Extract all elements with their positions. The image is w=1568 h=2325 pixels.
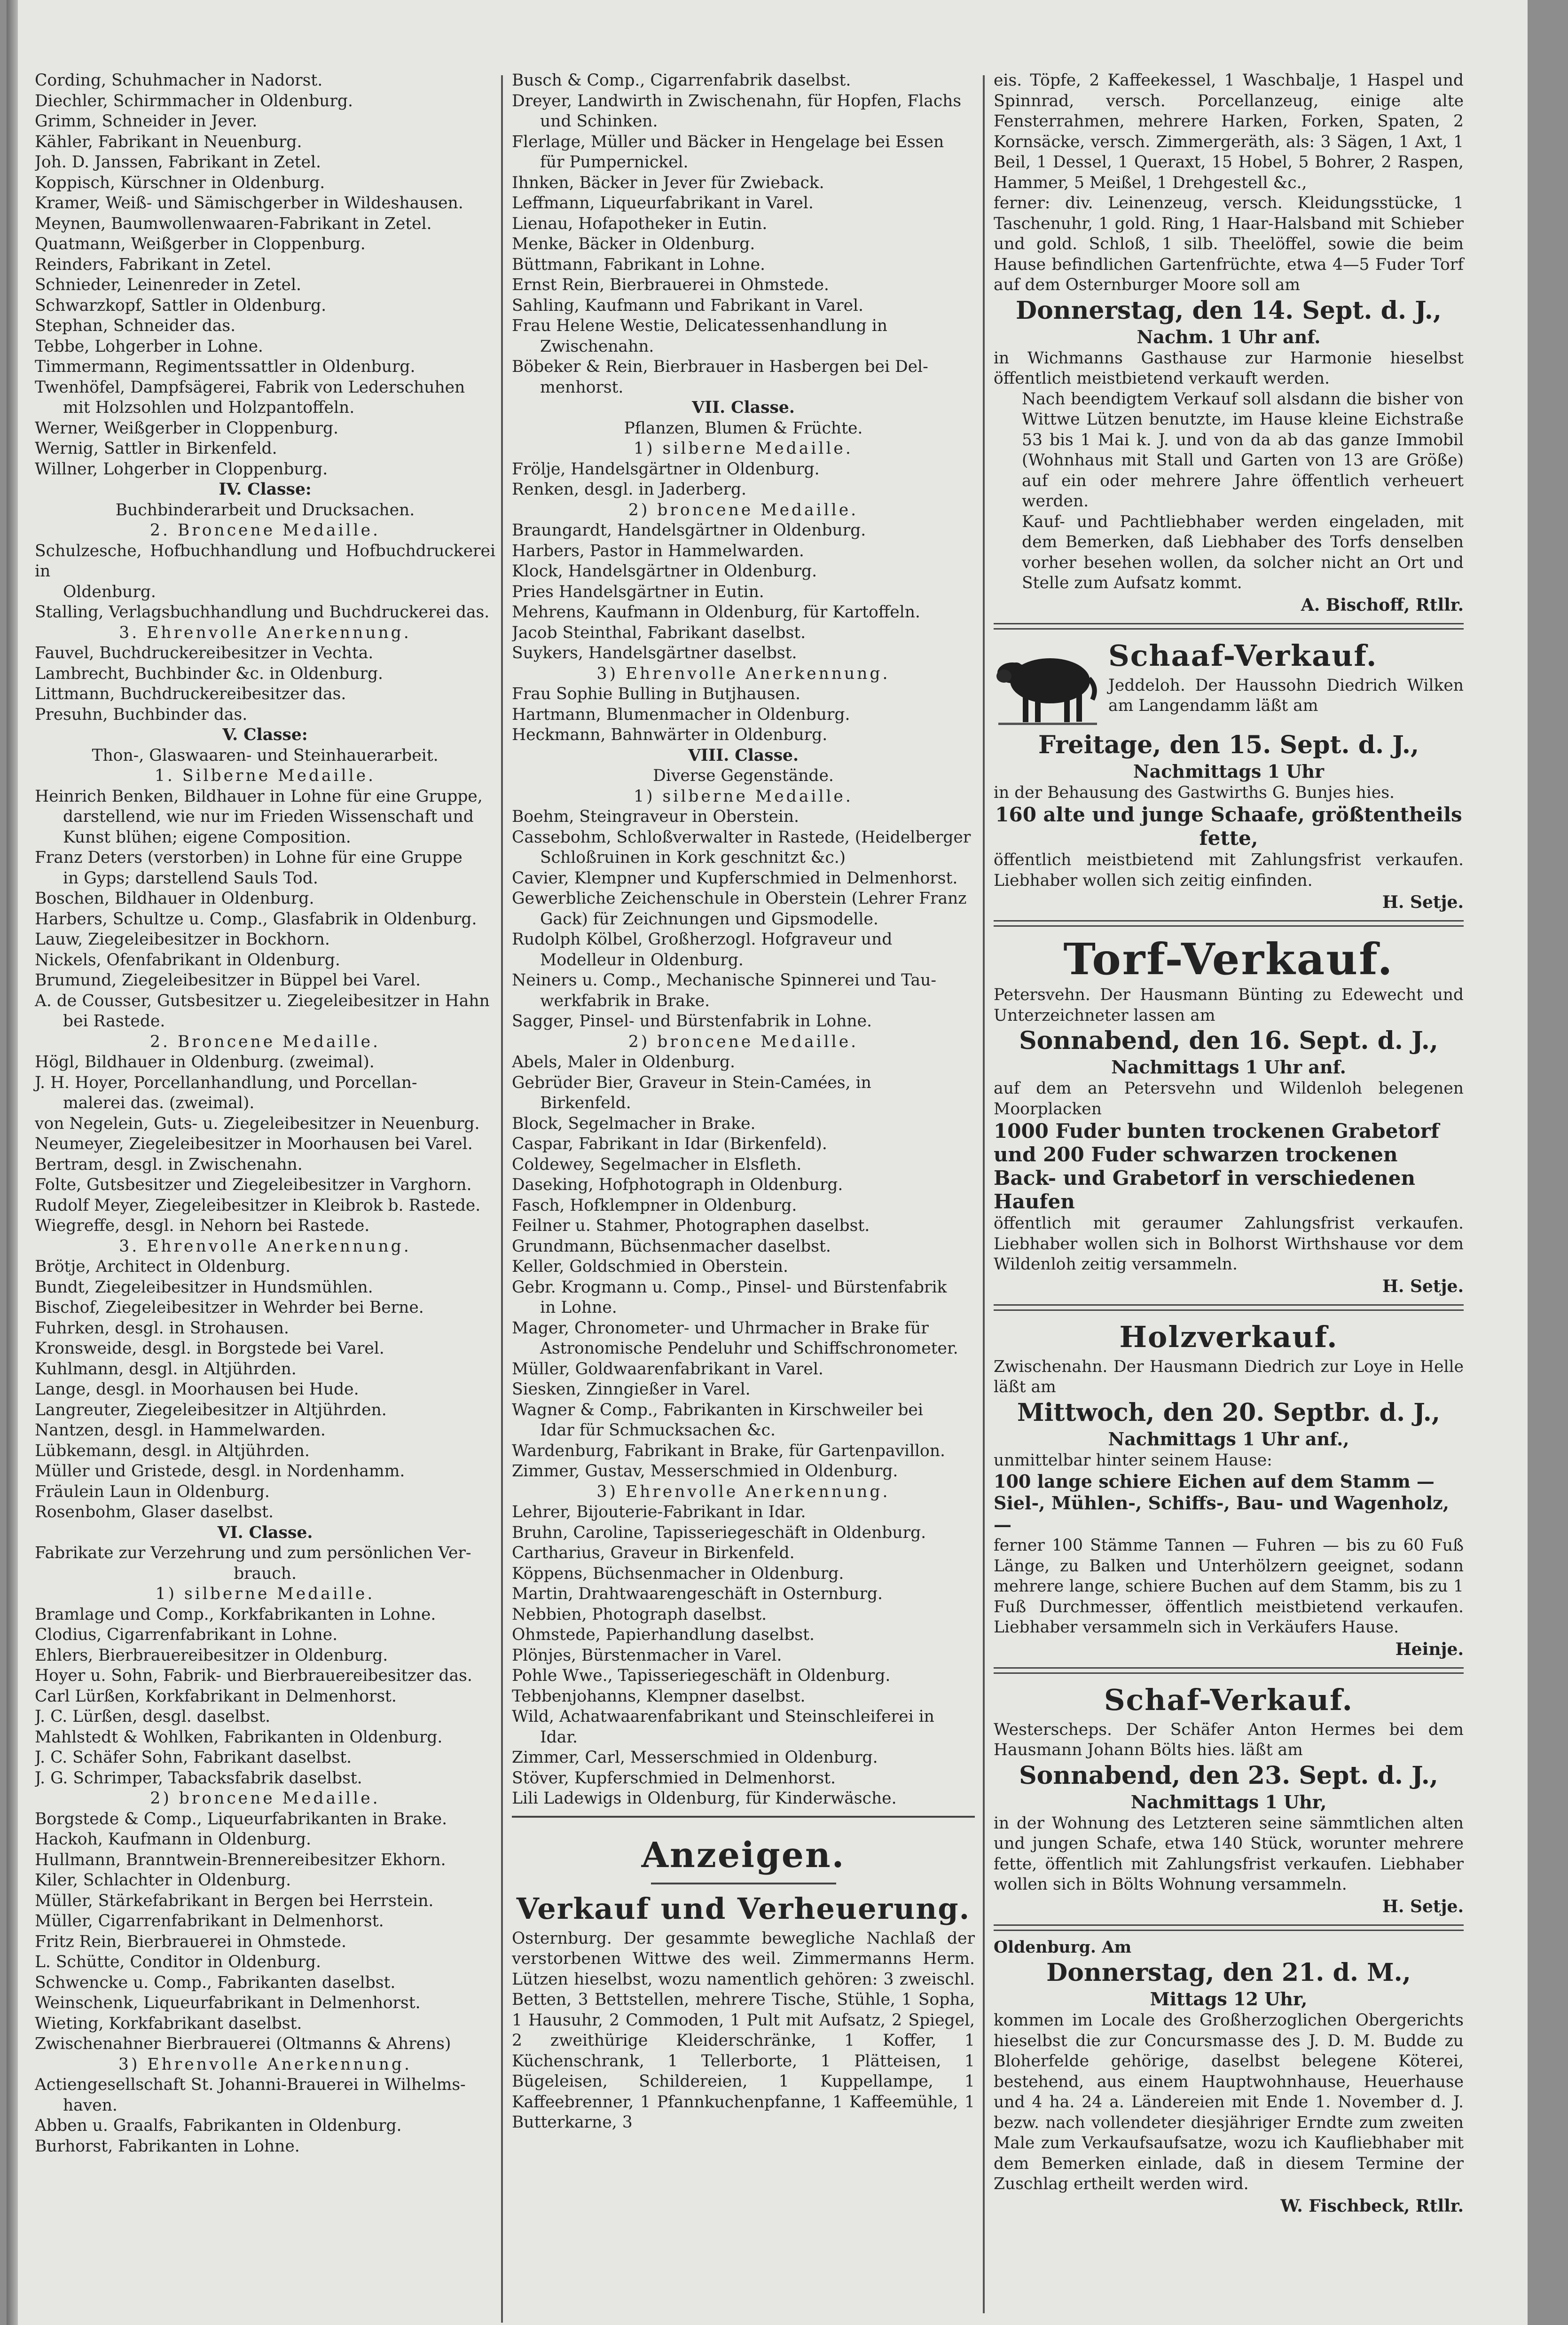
section-heading: V. Classe:: [222, 725, 308, 744]
list-entry: Cording, Schuhmacher in Nadorst.: [35, 71, 323, 90]
list-entry: Bertram, desgl. in Zwischenahn.: [35, 1155, 303, 1174]
list-entry: Abels, Maler in Oldenburg.: [512, 1053, 735, 1072]
list-entry: Lauw, Ziegeleibesitzer in Bockhorn.: [35, 930, 330, 949]
list-entry: Ihnken, Bäcker in Jever für Zwieback.: [512, 173, 824, 192]
list-entry: Martin, Drahtwaarengeschäft in Osternburg.: [512, 1584, 883, 1603]
list-entry: Nickels, Ofenfabrikant in Oldenburg.: [35, 950, 340, 969]
schaf-body: Westerscheps. Der Schäfer Anton Hermes bei dem Hausmann Johann Bölts hies. läßt am: [994, 1720, 1464, 1759]
ad-divider: [994, 1304, 1464, 1311]
signature-setje: H. Setje.: [1382, 892, 1464, 912]
ad-divider: [994, 623, 1464, 630]
list-entry: Lili Ladewigs in Oldenburg, für Kinderwäsche.: [512, 1789, 897, 1808]
schaaf-goods: 160 alte und junge Schaafe, größtentheils fette,: [995, 803, 1462, 850]
oldenburg-date: Donnerstag, den 21. d. M.,: [1046, 1958, 1411, 1987]
signature-setje: H. Setje.: [1382, 1276, 1464, 1296]
list-entry: haven.: [63, 2096, 118, 2115]
torf-date: Sonnabend, den 16. Sept. d. J.,: [1019, 1026, 1438, 1055]
list-entry: Hoyer u. Sohn, Fabrik- und Bierbrauereibesitzer das.: [35, 1666, 472, 1685]
list-entry: Actiengesellschaft St. Johanni-Brauerei in Wilhelms-: [35, 2075, 466, 2094]
list-entry: Mahlstedt & Wohlken, Fabrikanten in Oldenburg.: [35, 1727, 443, 1747]
list-entry: Zimmer, Carl, Messerschmied in Oldenburg.: [512, 1748, 878, 1767]
list-entry: Folte, Gutsbesitzer und Ziegeleibesitzer in Varghorn.: [35, 1175, 472, 1194]
ad-divider: [994, 1924, 1464, 1931]
list-entry: Zimmer, Gustav, Messerschmied in Oldenburg.: [512, 1462, 898, 1481]
section-heading: 3. Ehrenvolle Anerkennung.: [119, 1237, 411, 1256]
list-entry: Hullmann, Branntwein-Brennereibesitzer Ekhorn.: [35, 1850, 446, 1869]
list-entry: Harbers, Schultze u. Comp., Glasfabrik in Oldenburg.: [35, 909, 477, 929]
column-divider: [983, 75, 985, 2313]
oldenburg-body: kommen im Locale des Großherzoglichen Obergerichts hieselbst die zur Concursmasse des J. D. M. Budde zu Bloherfelde gehörige, daselbst belegene Köterei, bestehend, aus einem Hauptwohnhause, Heuerhause und 4 ha. 24 a. Ländereien mit Ende 1. November d. J. bezw. nach vollendeter diesjähriger Erndte zum zweiten Male zum Verkaufsaufsatze, wozu ich Kaufliebhaber mit dem Bemerken einlade, daß in diesem Termine der Zuschlag ertheilt werden wird.: [994, 2011, 1464, 2193]
column-1-award-list: [35, 71, 495, 2157]
list-entry: Hackoh, Kaufmann in Oldenburg.: [35, 1830, 311, 1849]
ad-divider: [994, 920, 1464, 927]
list-entry: werkfabrik in Brake.: [540, 991, 710, 1010]
list-entry: Büttmann, Fabrikant in Lohne.: [512, 255, 765, 274]
sheep-icon: [994, 636, 1102, 730]
list-entry: Wernig, Sattler in Birkenfeld.: [35, 439, 277, 458]
list-entry: Fabrikate zur Verzehrung und zum persönlichen Ver-: [35, 1544, 471, 1562]
list-entry: Kramer, Weiß- und Sämischgerber in Wildeshausen.: [35, 194, 463, 213]
list-entry: Pohle Wwe., Tapisseriegeschäft in Oldenburg.: [512, 1666, 891, 1685]
list-entry: Franz Deters (verstorben) in Lohne für eine Gruppe: [35, 848, 463, 867]
section-heading: 3) Ehrenvolle Anerkennung.: [596, 664, 890, 683]
list-entry: Nebbien, Photograph daselbst.: [512, 1605, 767, 1624]
list-entry: Nantzen, desgl. in Hammelwarden.: [35, 1421, 326, 1440]
list-entry: in Gyps; darstellend Sauls Tod.: [63, 868, 318, 888]
list-entry: Flerlage, Müller und Bäcker in Hengelage bei Essen: [512, 132, 944, 151]
list-entry: Frau Sophie Bulling in Butjhausen.: [512, 685, 800, 703]
signature-heinje: Heinje.: [1395, 1639, 1464, 1659]
list-entry: Cartharius, Graveur in Birkenfeld.: [512, 1544, 795, 1562]
list-entry: J. H. Hoyer, Porcellanhandlung, und Porcellan-: [35, 1073, 417, 1092]
signature-bischoff: A. Bischoff, Rtllr.: [1301, 595, 1464, 615]
torf-body-3: öffentlich mit geraumer Zahlungsfrist verkaufen. Liebhaber wollen sich in Bolhorst Wirthshause vor dem Wildenloh zeitig versammeln.: [994, 1214, 1464, 1274]
list-entry: Schnieder, Leinenreder in Zetel.: [35, 276, 301, 294]
list-entry: J. C. Schäfer Sohn, Fabrikant daselbst.: [35, 1748, 352, 1767]
list-entry: Kunst blühen; eigene Composition.: [63, 828, 351, 847]
list-entry: Reinders, Fabrikant in Zetel.: [35, 255, 272, 274]
list-entry: Böbeker & Rein, Bierbrauer in Hasbergen bei Del-: [512, 357, 928, 376]
list-entry: Wardenburg, Fabrikant in Brake, für Gartenpavillon.: [512, 1441, 946, 1460]
list-entry: Kähler, Fabrikant in Neuenburg.: [35, 132, 302, 151]
holz-body-3: ferner 100 Stämme Tannen — Fuhren — bis zu 60 Fuß Länge, zu Balken und Unterhölzern geeignet, sodann mehrere lange, schiere Buchen auf dem Stamm, bis zu 1 Fuß Durchmesser, öffentlich meistbietend verkaufen. Liebhaber versammeln sich in Verkäufers Hause.: [994, 1536, 1464, 1637]
short-rule: [651, 1883, 836, 1884]
list-entry: Frau Helene Westie, Delicatessenhandlung in: [512, 316, 887, 335]
list-entry: Bundt, Ziegeleibesitzer in Hundsmühlen.: [35, 1277, 373, 1297]
signature-setje: H. Setje.: [1382, 1896, 1464, 1916]
list-entry: Block, Segelmacher in Brake.: [512, 1114, 756, 1133]
list-entry: Neiners u. Comp., Mechanische Spinnerei und Tau-: [512, 971, 936, 990]
list-entry: Diechler, Schirmmacher in Oldenburg.: [35, 91, 353, 110]
section-heading: Pflanzen, Blumen & Früchte.: [624, 418, 863, 438]
ad-divider: [994, 1667, 1464, 1674]
list-entry: Menke, Bäcker in Oldenburg.: [512, 235, 755, 253]
list-entry: Quatmann, Weißgerber in Cloppenburg.: [35, 235, 366, 253]
list-entry: Braungardt, Handelsgärtner in Oldenburg.: [512, 521, 866, 540]
list-entry: Willner, Lohgerber in Cloppenburg.: [35, 459, 328, 479]
list-entry: J. C. Lürßen, desgl. daselbst.: [35, 1707, 271, 1726]
column-3-advertisements: [994, 71, 1464, 2217]
lutzen-continuation-2: ferner: div. Leinenzeug, versch. Kleidungsstücke, 1 Taschenuhr, 1 gold. Ring, 1 Haar-Halsband mit Schieber und gold. Schloß, 1 silb. Theelöffel, sowie die beim Hause befindlichen Gartenfrüchte, etwa 4—5 Fuder Torf auf dem Osternburger Moore soll am: [994, 194, 1464, 294]
section-heading: VI. Classe.: [217, 1523, 313, 1542]
section-heading: 2. Broncene Medaille.: [150, 1032, 380, 1051]
list-entry: Daseking, Hofphotograph in Oldenburg.: [512, 1175, 843, 1194]
list-entry: Lehrer, Bijouterie-Fabrikant in Idar.: [512, 1503, 806, 1521]
list-entry: Fuhrken, desgl. in Strohausen.: [35, 1318, 289, 1338]
list-entry: Cavier, Klempner und Kupferschmied in Delmenhorst.: [512, 868, 958, 888]
list-entry: menhorst.: [540, 378, 624, 397]
list-entry: Littmann, Buchdruckereibesitzer das.: [35, 685, 346, 703]
oldenburg-head: Oldenburg. Am: [994, 1938, 1132, 1957]
list-entry: Kronsweide, desgl. in Borgstede bei Varel.: [35, 1339, 384, 1358]
holz-date: Mittwoch, den 20. Septbr. d. J.,: [1017, 1398, 1440, 1427]
list-entry: Plönjes, Bürstenmacher in Varel.: [512, 1646, 782, 1665]
list-entry: Meynen, Baumwollenwaaren-Fabrikant in Zetel.: [35, 214, 432, 233]
list-entry: Heinrich Benken, Bildhauer in Lohne für eine Gruppe,: [35, 787, 483, 806]
section-heading: 2. Broncene Medaille.: [150, 521, 380, 540]
list-entry: Busch & Comp., Cigarrenfabrik daselbst.: [512, 71, 851, 90]
schaaf-body-3: öffentlich meistbietend mit Zahlungsfrist verkaufen. Liebhaber wollen sich zeitig einfinden.: [994, 851, 1464, 890]
list-entry: Renken, desgl. in Jaderberg.: [512, 480, 747, 499]
section-heading: 1) silberne Medaille.: [634, 439, 853, 458]
holz-body: Zwischenahn. Der Hausmann Diedrich zur Loye in Helle läßt am: [994, 1357, 1464, 1396]
list-entry: Müller und Gristede, desgl. in Nordenhamm.: [35, 1462, 405, 1481]
list-entry: Schulzesche, Hofbuchhandlung und Hofbuchdruckerei in: [35, 541, 495, 581]
list-entry: malerei das. (zweimal).: [63, 1094, 255, 1112]
list-entry: Grundmann, Büchsenmacher daselbst.: [512, 1237, 831, 1256]
section-heading: 3) Ehrenvolle Anerkennung.: [118, 2055, 412, 2074]
list-entry: Dreyer, Landwirth in Zwischenahn, für Hopfen, Flachs: [512, 91, 962, 110]
list-entry: Wagner & Comp., Fabrikanten in Kirschweiler bei: [512, 1400, 923, 1419]
section-heading: VII. Classe.: [692, 398, 795, 417]
list-entry: Borgstede & Comp., Liqueurfabrikanten in Brake.: [35, 1809, 447, 1828]
list-entry: Clodius, Cigarrenfabrikant in Lohne.: [35, 1625, 338, 1644]
list-entry: Leffmann, Liqueurfabrikant in Varel.: [512, 194, 814, 213]
list-entry: bei Rastede.: [63, 1012, 165, 1031]
section-heading: Diverse Gegenstände.: [653, 766, 834, 785]
list-entry: Werner, Weißgerber in Cloppenburg.: [35, 418, 338, 438]
list-entry: Rudolph Kölbel, Großherzogl. Hofgraveur und: [512, 930, 893, 949]
page-gutter: [7, 0, 18, 2325]
list-entry: Abben u. Graalfs, Fabrikanten in Oldenburg.: [35, 2116, 402, 2135]
list-entry: Weinschenk, Liqueurfabrikant in Delmenhorst.: [35, 1994, 421, 2012]
list-entry: Feilner u. Stahmer, Photographen daselbst.: [512, 1216, 870, 1235]
verkauf-title: Verkauf und Verheuerung.: [516, 1891, 971, 1926]
list-entry: Boehm, Steingraveur in Oberstein.: [512, 807, 800, 826]
list-entry: Frölje, Handelsgärtner in Oldenburg.: [512, 459, 820, 479]
column-2: [512, 71, 975, 2133]
list-entry: Boschen, Bildhauer in Oldenburg.: [35, 889, 314, 908]
list-entry: Köppens, Büchsenmacher in Oldenburg.: [512, 1564, 844, 1583]
list-entry: Hartmann, Blumenmacher in Oldenburg.: [512, 705, 850, 724]
list-entry: Zwischenahn.: [540, 337, 654, 356]
list-entry: Wieting, Korkfabrikant daselbst.: [35, 2014, 302, 2033]
lutzen-continuation: eis. Töpfe, 2 Kaffeekessel, 1 Waschbalje, 1 Haspel und Spinnrad, versch. Porcellanzeug, einige alte Fensterrahmen, mehrere Harken, Forken, Spaten, 2 Kornsäcke, versch. Zimmergeräth, als: 3 Sägen, 1 Axt, 1 Beil, 1 Dessel, 1 Queraxt, 15 Hobel, 5 Bohrer, 2 Raspen, Hammer, 5 Meißel, 1 Drehgestell &c.,: [994, 71, 1464, 192]
torf-body-2: auf dem an Petersvehn und Wildenloh belegenen Moorplacken: [994, 1079, 1464, 1119]
list-entry: Wild, Achatwaarenfabrikant und Steinschleiferei in: [512, 1707, 934, 1726]
column-2-award-list: [512, 71, 975, 1809]
auction-location: in Wichmanns Gasthause zur Harmonie hieselbst öffentlich meistbietend verkauft werden.: [994, 348, 1464, 388]
schaaf-body-2: in der Behausung des Gastwirths G. Bunjes hies.: [994, 783, 1395, 802]
schaf-date: Sonnabend, den 23. Sept. d. J.,: [1019, 1761, 1438, 1790]
section-heading: 1) silberne Medaille.: [634, 787, 853, 806]
list-entry: Carl Lürßen, Korkfabrikant in Delmenhorst.: [35, 1687, 397, 1706]
list-entry: Sahling, Kaufmann und Fabrikant in Varel.: [512, 296, 863, 315]
list-entry: Presuhn, Buchbinder das.: [35, 705, 248, 724]
list-entry: Suykers, Handelsgärtner daselbst.: [512, 644, 797, 662]
section-heading: Thon-, Glaswaaren- und Steinhauerarbeit.: [92, 746, 439, 765]
list-entry: Kuhlmann, desgl. in Altjührden.: [35, 1359, 297, 1379]
list-entry: Schwarzkopf, Sattler in Oldenburg.: [35, 296, 327, 315]
list-entry: Caspar, Fabrikant in Idar (Birkenfeld).: [512, 1135, 827, 1153]
list-entry: Tebbenjohanns, Klempner daselbst.: [512, 1687, 806, 1706]
torf-goods: 1000 Fuder bunten trockenen Grabetorf und 200 Fuder schwarzen trockenen Back- und Grabetorf in verschiedenen Haufen: [994, 1119, 1439, 1213]
list-entry: Fauvel, Buchdruckereibesitzer in Vechta.: [35, 644, 374, 662]
holz-time: Nachmittags 1 Uhr anf.,: [1108, 1428, 1349, 1450]
list-entry: Gewerbliche Zeichenschule in Oberstein (Lehrer Franz: [512, 889, 967, 908]
list-entry: Gack) für Zeichnungen und Gipsmodelle.: [540, 909, 878, 929]
verkauf-body: Osternburg. Der gesammte bewegliche Nachlaß der verstorbenen Wittwe des weil. Zimmermanns Herm. Lützen hieselbst, wozu namentlich gehören: 3 zweischl. Betten, 3 Bettstellen, mehrere Tische, Stühle, 1 Sopha, 1 Hausuhr, 2 Commoden, 1 Pult mit Aufsatz, 2 Spiegel, 2 zweithürige Kleiderschränke, 1 Koffer, 1 Küchenschrank, 1 Tellerborte, 1 Plätteisen, 1 Bügeleisen, Schildereien, 1 Kuppellampe, 1 Kaffeebrenner, 1 Pfannkuchenpfanne, 1 Kaffeemühle, 1 Butterkarne, 3: [512, 1929, 975, 2132]
list-entry: Lienau, Hofapotheker in Eutin.: [512, 214, 768, 233]
section-heading: 3) Ehrenvolle Anerkennung.: [596, 1482, 890, 1501]
list-entry: und Schinken.: [540, 112, 658, 131]
list-entry: Pries Handelsgärtner in Eutin.: [512, 582, 764, 601]
torf-body: Petersvehn. Der Hausmann Bünting zu Edewecht und Unterzeichneter lassen am: [994, 985, 1464, 1025]
list-entry: Astronomische Pendeluhr und Schiffschronometer.: [540, 1339, 958, 1358]
list-entry: Keller, Goldschmied in Oberstein.: [512, 1257, 788, 1276]
list-entry: Rudolf Meyer, Ziegeleibesitzer in Kleibrok b. Rastede.: [35, 1196, 481, 1215]
list-entry: Timmermann, Regimentssattler in Oldenburg.: [35, 357, 416, 376]
list-entry: Schwencke u. Comp., Fabrikanten daselbst.: [35, 1973, 396, 1992]
list-entry: J. G. Schrimper, Tabacksfabrik daselbst.: [35, 1768, 362, 1788]
list-entry: Bischof, Ziegeleibesitzer in Wehrder bei Berne.: [35, 1298, 424, 1317]
list-entry: Gebrüder Bier, Graveur in Stein-Camées, in: [512, 1073, 871, 1092]
list-entry: Burhorst, Fabrikanten in Lohne.: [35, 2136, 300, 2156]
list-entry: von Negelein, Guts- u. Ziegeleibesitzer in Neuenburg.: [35, 1114, 480, 1133]
list-entry: Lübkemann, desgl. in Altjührden.: [35, 1441, 310, 1460]
list-entry: Mehrens, Kaufmann in Oldenburg, für Kartoffeln.: [512, 603, 920, 622]
list-entry: Müller, Goldwaarenfabrikant in Varel.: [512, 1359, 823, 1379]
list-entry: L. Schütte, Conditor in Oldenburg.: [35, 1953, 321, 1971]
list-entry: Idar.: [540, 1727, 578, 1747]
oldenburg-time: Mittags 12 Uhr,: [1150, 1988, 1308, 2010]
list-entry: Lambrecht, Buchbinder &c. in Oldenburg.: [35, 664, 384, 683]
list-entry: Wiegreffe, desgl. in Nehorn bei Rastede.: [35, 1216, 370, 1235]
section-heading: VIII. Classe.: [688, 746, 799, 765]
list-entry: Neumeyer, Ziegeleibesitzer in Moorhausen bei Varel.: [35, 1135, 473, 1153]
list-entry: Cassebohm, Schloßverwalter in Rastede, (Heidelberger: [512, 828, 971, 847]
list-entry: Stalling, Verlagsbuchhandlung und Buchdruckerei das.: [35, 603, 490, 622]
list-entry: Mager, Chronometer- und Uhrmacher in Brake für: [512, 1318, 929, 1338]
section-heading: brauch.: [234, 1564, 297, 1583]
list-entry: Jacob Steinthal, Fabrikant daselbst.: [512, 623, 806, 642]
list-entry: Ernst Rein, Bierbrauerei in Ohmstede.: [512, 276, 829, 294]
list-entry: Högl, Bildhauer in Oldenburg. (zweimal).: [35, 1053, 375, 1072]
list-entry: Müller, Stärkefabrikant in Bergen bei Herrstein.: [35, 1891, 434, 1910]
list-entry: Rosenbohm, Glaser daselbst.: [35, 1503, 274, 1521]
list-entry: Heckmann, Bahnwärter in Oldenburg.: [512, 725, 828, 744]
schaf-body-2: in der Wohnung des Letzteren seine sämmtlichen alten und jungen Schafe, etwa 140 Stück, worunter mehrere fette, öffentlich mit Zahlungsfrist verkaufen. Liebhaber wollen sich in Bölts Wohnung versammeln.: [994, 1813, 1464, 1894]
list-entry: Siesken, Zinngießer in Varel.: [512, 1380, 751, 1399]
holzverkauf-title: Holzverkauf.: [1119, 1319, 1338, 1354]
section-heading: 1. Silberne Medaille.: [154, 766, 376, 785]
sheep-ad: [994, 636, 1464, 730]
anzeigen-heading: Anzeigen.: [641, 1835, 846, 1876]
list-entry: Birkenfeld.: [540, 1094, 631, 1112]
list-entry: Joh. D. Janssen, Fabrikant in Zetel.: [35, 153, 321, 172]
list-entry: Oldenburg.: [63, 582, 156, 601]
schaaf-date: Freitage, den 15. Sept. d. J.,: [1038, 730, 1419, 759]
list-entry: Ehlers, Bierbrauereibesitzer in Oldenburg.: [35, 1646, 388, 1665]
signature-fischbeck: W. Fischbeck, Rtllr.: [1280, 2196, 1464, 2216]
list-entry: in Lohne.: [540, 1298, 617, 1317]
schaf-verkauf-title: Schaf-Verkauf.: [1104, 1682, 1354, 1717]
list-entry: Fasch, Hofklempner in Oldenburg.: [512, 1196, 797, 1215]
torf-verkauf-title: Torf-Verkauf.: [1063, 934, 1394, 985]
schaf-time: Nachmittags 1 Uhr,: [1130, 1791, 1327, 1813]
section-heading: 2) broncene Medaille.: [628, 500, 859, 520]
section-heading: 3. Ehrenvolle Anerkennung.: [119, 623, 411, 642]
list-entry: Müller, Cigarrenfabrikant in Delmenhorst.: [35, 1912, 384, 1931]
list-entry: Langreuter, Ziegeleibesitzer in Altjührden.: [35, 1400, 387, 1419]
list-entry: Fritz Rein, Bierbrauerei in Ohmstede.: [35, 1932, 346, 1951]
list-entry: A. de Cousser, Gutsbesitzer u. Ziegeleibesitzer in Hahn: [35, 991, 490, 1010]
list-entry: Stephan, Schneider das.: [35, 316, 236, 335]
list-entry: Stöver, Kupferschmied in Delmenhorst.: [512, 1768, 836, 1788]
torf-time: Nachmittags 1 Uhr anf.: [1111, 1056, 1346, 1078]
section-heading: Buchbinderarbeit und Drucksachen.: [115, 500, 415, 520]
list-entry: Tebbe, Lohgerber in Lohne.: [35, 337, 263, 356]
list-entry: Twenhöfel, Dampfsägerei, Fabrik von Lederschuhen: [35, 378, 465, 397]
list-entry: für Pumpernickel.: [540, 153, 689, 172]
auction-time: Nachm. 1 Uhr anf.: [1137, 326, 1321, 347]
holz-body-2: unmittelbar hinter seinem Hause:: [994, 1450, 1272, 1470]
schaaf-verkauf-title: Schaaf-Verkauf.: [1108, 638, 1378, 673]
list-entry: Bramlage und Comp., Korkfabrikanten in Lohne.: [35, 1605, 436, 1624]
section-rule: [512, 1816, 975, 1818]
list-entry: Kiler, Schlachter in Oldenburg.: [35, 1871, 291, 1890]
list-entry: Brötje, Architect in Oldenburg.: [35, 1257, 291, 1276]
list-entry: Modelleur in Oldenburg.: [540, 950, 744, 969]
list-entry: Idar für Schmucksachen &c.: [540, 1421, 776, 1440]
section-heading: 1) silberne Medaille.: [155, 1584, 375, 1603]
section-heading: 2) broncene Medaille.: [150, 1789, 380, 1808]
list-entry: Grimm, Schneider in Jever.: [35, 112, 258, 131]
invitation-paragraph: Kauf- und Pachtliebhaber werden eingeladen, mit dem Bemerken, daß Liebhaber des Torfs denselben vorher besehen wollen, da solcher nicht an Ort und Stelle zum Aufsatz kommt.: [1022, 512, 1464, 592]
list-entry: Zwischenahner Bierbrauerei (Oltmanns & Ahrens): [35, 2034, 451, 2053]
list-entry: Ohmstede, Papierhandlung daselbst.: [512, 1625, 815, 1644]
list-entry: Lange, desgl. in Moorhausen bei Hude.: [35, 1380, 359, 1399]
list-entry: Koppisch, Kürschner in Oldenburg.: [35, 173, 325, 192]
list-entry: mit Holzsohlen und Holzpantoffeln.: [63, 398, 355, 417]
section-heading: IV. Classe:: [219, 480, 312, 499]
list-entry: Harbers, Pastor in Hammelwarden.: [512, 541, 804, 560]
schaaf-body: Jeddeloh. Der Haussohn Diedrich Wilken am Langendamm läßt am: [1108, 676, 1464, 715]
list-entry: Bruhn, Caroline, Tapisseriegeschäft in Oldenburg.: [512, 1523, 926, 1542]
list-entry: Klock, Handelsgärtner in Oldenburg.: [512, 562, 817, 581]
list-entry: Coldewey, Segelmacher in Elsfleth.: [512, 1155, 802, 1174]
holz-goods: 100 lange schiere Eichen auf dem Stamm — Siel-, Mühlen-, Schiffs-, Bau- und Wagenholz, —: [994, 1471, 1449, 1535]
list-entry: darstellend, wie nur im Frieden Wissenschaft und: [63, 807, 474, 826]
auction-date: Donnerstag, den 14. Sept. d. J.,: [1016, 296, 1442, 325]
section-heading: 2) broncene Medaille.: [628, 1032, 859, 1051]
list-entry: Schloßruinen in Kork geschnitzt &c.): [540, 848, 846, 867]
newspaper-page: [7, 0, 1528, 2325]
column-divider: [501, 75, 503, 2323]
list-entry: Sagger, Pinsel- und Bürstenfabrik in Lohne.: [512, 1012, 872, 1031]
schaaf-time: Nachmittags 1 Uhr: [1133, 760, 1325, 782]
lease-paragraph: Nach beendigtem Verkauf soll alsdann die bisher von Wittwe Lützen benutzte, im Hause kleine Eichstraße 53 bis 1 Mai k. J. und von da ab das ganze Immobil (Wohnhaus mit Stall und Garten von 13 are Größe) auf ein oder mehrere Jahre öffentlich verheuert werden.: [1022, 389, 1464, 511]
list-entry: Brumund, Ziegeleibesitzer in Büppel bei Varel.: [35, 971, 421, 990]
list-entry: Gebr. Krogmann u. Comp., Pinsel- und Bürstenfabrik: [512, 1277, 947, 1297]
list-entry: Fräulein Laun in Oldenburg.: [35, 1482, 270, 1501]
